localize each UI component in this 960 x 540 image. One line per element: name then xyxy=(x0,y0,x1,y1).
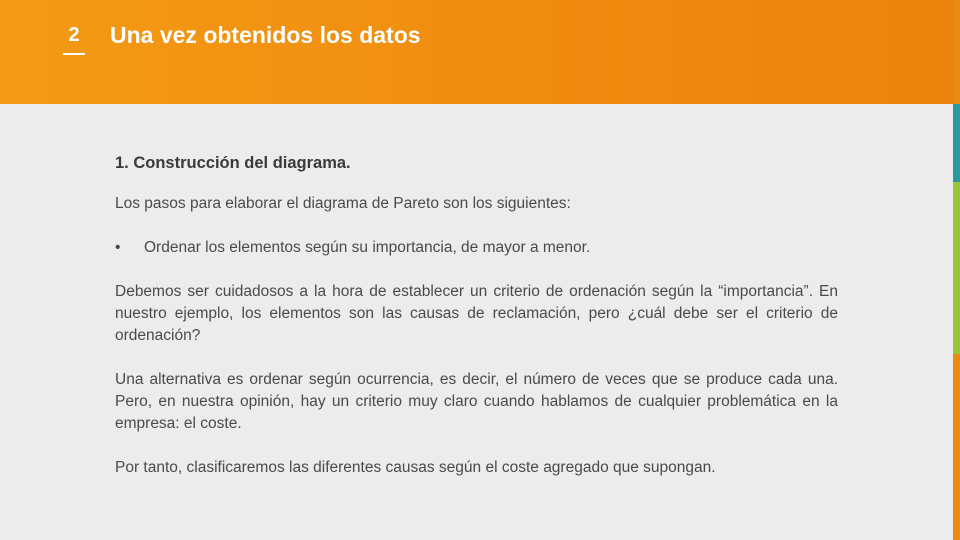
paragraph-criterion: Debemos ser cuidadosos a la hora de establecer un criterio de ordenación según la “importancia”. En nuestro ejemplo, los elementos son las causas de reclamación, pero ¿cuál debe ser el criterio de ordenación? xyxy=(115,283,838,344)
edge-strip-orange-bottom xyxy=(953,354,960,540)
edge-strip-orange-top xyxy=(953,0,960,104)
paragraph-alternative: Una alternativa es ordenar según ocurrencia, es decir, el número de veces que se produce cada una. Pero, en nuestra opinión, hay un criterio muy claro cuando hablamos de cualquier problemática en la empresa: el coste. xyxy=(115,371,838,432)
edge-strip-green xyxy=(953,182,960,354)
section-heading: 1. Construcción del diagrama. xyxy=(115,154,351,172)
slide-title: Una vez obtenidos los datos xyxy=(110,22,421,48)
section-number-underline xyxy=(63,53,85,55)
bullet-marker: • xyxy=(115,239,121,256)
section-number: 2 xyxy=(68,24,80,46)
title-banner xyxy=(0,0,953,104)
intro-paragraph: Los pasos para elaborar el diagrama de Pareto son los siguientes: xyxy=(115,195,571,212)
paragraph-conclusion: Por tanto, clasificaremos las diferentes causas según el coste agregado que supongan. xyxy=(115,459,716,476)
bullet-item xyxy=(115,237,838,259)
slide-body xyxy=(115,152,838,501)
edge-strip-teal xyxy=(953,104,960,182)
bullet-text: Ordenar los elementos según su importancia, de mayor a menor. xyxy=(144,239,591,256)
